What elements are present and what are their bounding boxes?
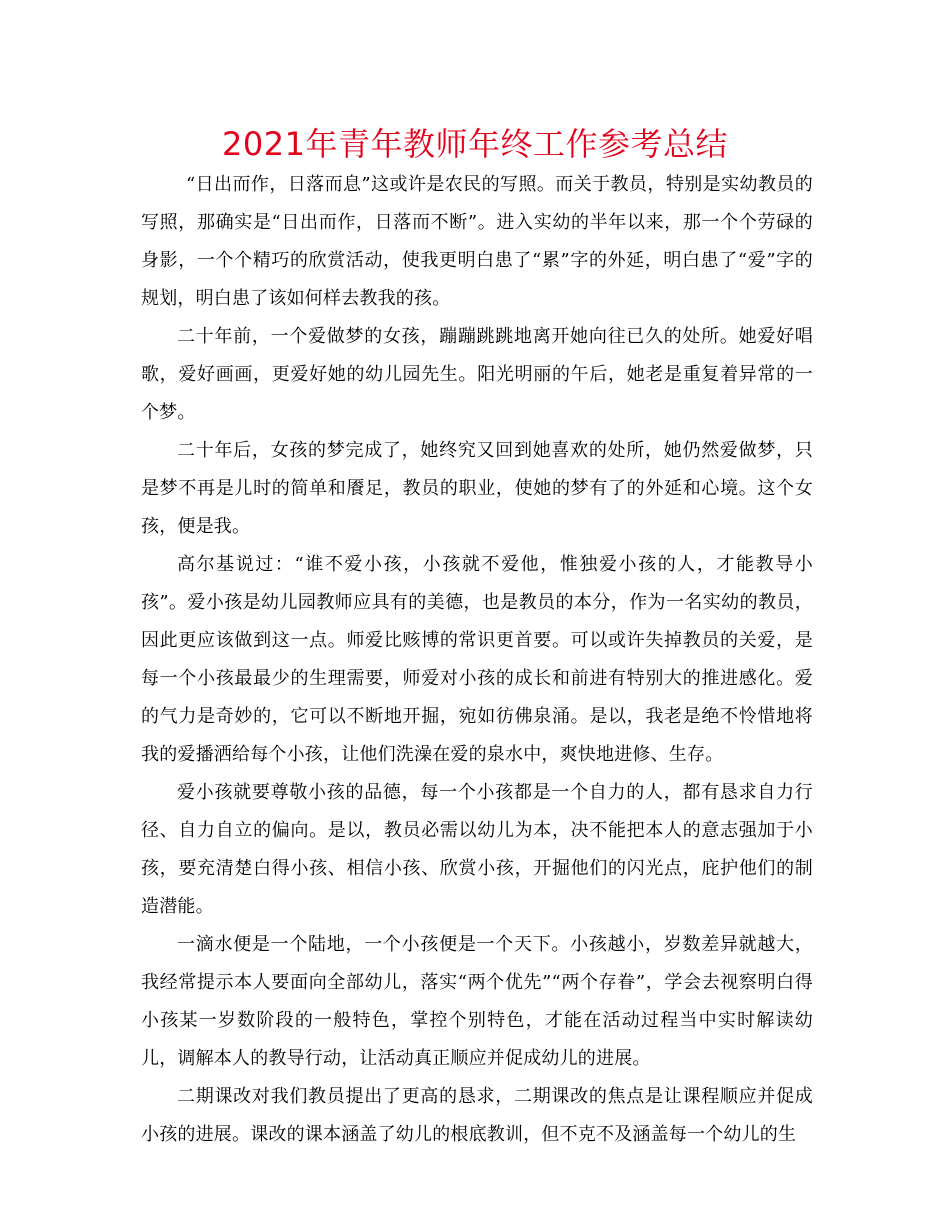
paragraph-6: 一滴水便是一个陆地，一个小孩便是一个天下。小孩越小，岁数差异就越大，我经常提示本人要面向全部幼儿，落实“两个优先”“两个存眷”，学会去视察明白得小孩某一岁数阶段的一般特色，掌控个别特色，才能在活动过程当中实时解读幼儿，调解本人的教导行动，让活动真正顺应并促成幼儿的进展。 bbox=[141, 934, 813, 1069]
paragraph-4: 高尔基说过：“谁不爱小孩，小孩就不爱他，惟独爱小孩的人，才能教导小孩”。爱小孩是幼儿园教师应具有的美德，也是教员的本分，作为一名实幼的教员，因此更应该做到这一点。师爱比赅博的常识更首要。可以或许失掉教员的关爱，是每一个小孩最最少的生理需要，师爱对小孩的成长和前进有特别大的推进感化。爱的气力是奇妙的，它可以不断地开掘，宛如彷佛泉涌。是以，我老是绝不怜惜地将我的爱播洒给每个小孩，让他们洗澡在爱的泉水中，爽快地进修、生存。 bbox=[141, 554, 813, 765]
document-body bbox=[141, 166, 813, 1154]
paragraph-5: 爱小孩就要尊敬小孩的品德，每一个小孩都是一个自力的人，都有恳求自力行径、自力自立的偏向。是以，教员必需以幼儿为本，决不能把本人的意志强加于小孩，要充清楚白得小孩、相信小孩、欣赏小孩，开掘他们的闪光点，庇护他们的制造潜能。 bbox=[141, 782, 813, 917]
paragraph-1: “日出而作，日落而息”这或许是农民的写照。而关于教员，特别是实幼教员的写照，那确实是“日出而作，日落而不断”。进入实幼的半年以来，那一个个劳碌的身影，一个个精巧的欣赏活动，使我更明白患了“累”字的外延，明白患了“爱”字的规划，明白患了该如何样去教我的孩。 bbox=[141, 174, 813, 309]
paragraph-7: 二期课改对我们教员提出了更高的恳求，二期课改的焦点是让课程顺应并促成小孩的进展。课改的课本涵盖了幼儿的根底教训，但不克不及涵盖每一个幼儿的生 bbox=[141, 1086, 813, 1145]
document-title: 2021年青年教师年终工作参考总结 bbox=[222, 125, 728, 163]
paragraph-2: 二十年前，一个爱做梦的女孩，蹦蹦跳跳地离开她向往已久的处所。她爱好唱歌，爱好画画，更爱好她的幼儿园先生。阳光明丽的午后，她老是重复着异常的一个梦。 bbox=[141, 326, 813, 423]
paragraph-3: 二十年后，女孩的梦完成了，她终究又回到她喜欢的处所，她仍然爱做梦，只是梦不再是儿时的简单和餍足，教员的职业，使她的梦有了的外延和心境。这个女孩，便是我。 bbox=[141, 440, 813, 537]
